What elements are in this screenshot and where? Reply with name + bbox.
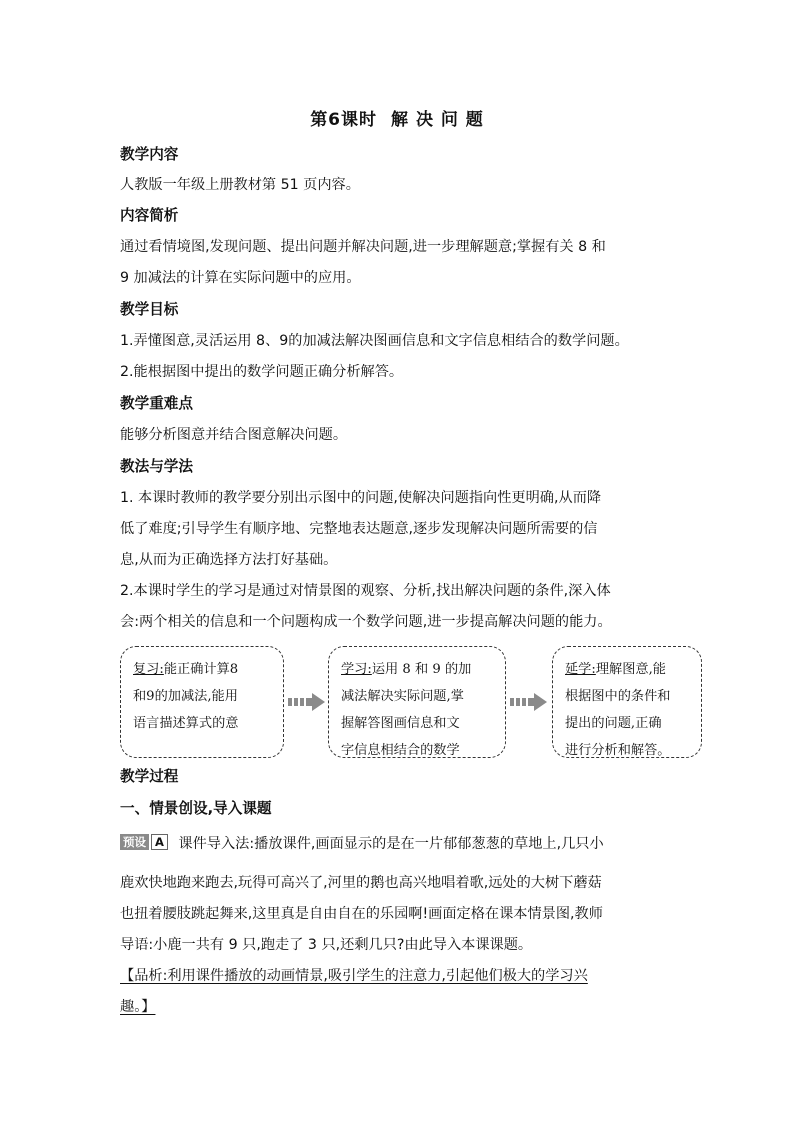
key-heading: 教学重难点 [120,395,193,412]
extend-line: 提出的问题,正确 [565,716,662,731]
key-text: 能够分析图意并结合图意解决问题。 [120,427,348,443]
preset-letter-badge: A [151,834,168,850]
methods-line: 1. 本课时教师的教学要分别出示图中的问题,使解决问题指向性更明确,从而降 [120,490,602,506]
process-heading: 教学过程 [120,768,179,785]
analysis-heading: 内容简析 [120,207,179,224]
process-line: 导语:小鹿一共有 9 只,跑走了 3 只,还剩几只?由此导入本课课题。 [120,937,533,953]
goal-item: 2.能根据图中提出的数学问题正确分析解答。 [120,364,404,380]
extend-box [552,646,702,758]
learn-line: 字信息相结合的数学 [341,743,460,758]
lesson-number: 第6课时 [310,110,378,130]
goals-heading: 教学目标 [120,301,179,318]
methods-line: 息,从而为正确选择方法打好基础。 [120,552,338,568]
analysis-line: 通过看情境图,发现问题、提出问题并解决问题,进一步理解题意;掌握有关 8 和 [120,239,606,255]
methods-heading: 教法与学法 [120,458,193,475]
process-line: 预设 A 课件导入法:播放课件,画面显示的是在一片郁郁葱葱的草地上,几只小 [120,834,604,854]
process-line: 也扭着腰肢跳起舞来,这里真是自由自在的乐园啊!画面定格在课本情景图,教师 [120,906,603,922]
goal-item: 1.弄懂图意,灵活运用 8、9的加减法解决图画信息和文字信息相结合的数学问题。 [120,333,629,349]
review-box [120,646,284,758]
extend-label: 延学: [565,662,596,677]
extend-line: 根据图中的条件和 [565,689,671,704]
process-line: 鹿欢快地跑来跑去,玩得可高兴了,河里的鹅也高兴地唱着歌,远处的大树下蘑菇 [120,875,602,891]
analysis-note: 趣。】 [120,999,156,1015]
extend-line: 理解图意,能 [595,662,666,677]
learn-box [328,646,506,758]
learn-line: 减法解决实际问题,掌 [341,689,464,704]
methods-line: 2.本课时学生的学习是通过对情景图的观察、分析,找出解决问题的条件,深入体 [120,583,611,599]
methods-line: 低了难度;引导学生有顺序地、完整地表达题意,逐步发现解决问题所需要的信 [120,521,598,537]
review-line: 能正确计算8 [163,662,239,677]
extend-line: 进行分析和解答。 [565,743,671,758]
review-label: 复习: [133,662,164,677]
methods-line: 会:两个相关的信息和一个问题构成一个数学问题,进一步提高解决问题的能力。 [120,614,612,630]
content-text: 人教版一年级上册教材第 51 页内容。 [120,177,360,193]
analysis-line: 9 加减法的计算在实际问题中的应用。 [120,270,361,286]
arrow-right-icon [288,692,326,712]
learn-line: 握解答图画信息和文 [341,716,460,731]
learn-label: 学习: [341,662,372,677]
review-line: 语言描述算式的意 [133,716,239,731]
lesson-title [0,105,794,130]
arrow-right-icon [510,692,548,712]
analysis-note: 【品析:利用课件播放的动画情景,吸引学生的注意力,引起他们极大的学习兴 [120,968,588,984]
learn-line: 运用 8 和 9 的加 [371,662,472,677]
content-heading: 教学内容 [120,146,179,163]
lesson-topic: 解 决 问 题 [391,110,484,130]
review-line: 和9的加减法,能用 [133,689,238,704]
preset-badge: 预设 [120,834,149,850]
process-subheading: 一、情景创设,导入课题 [120,800,272,817]
